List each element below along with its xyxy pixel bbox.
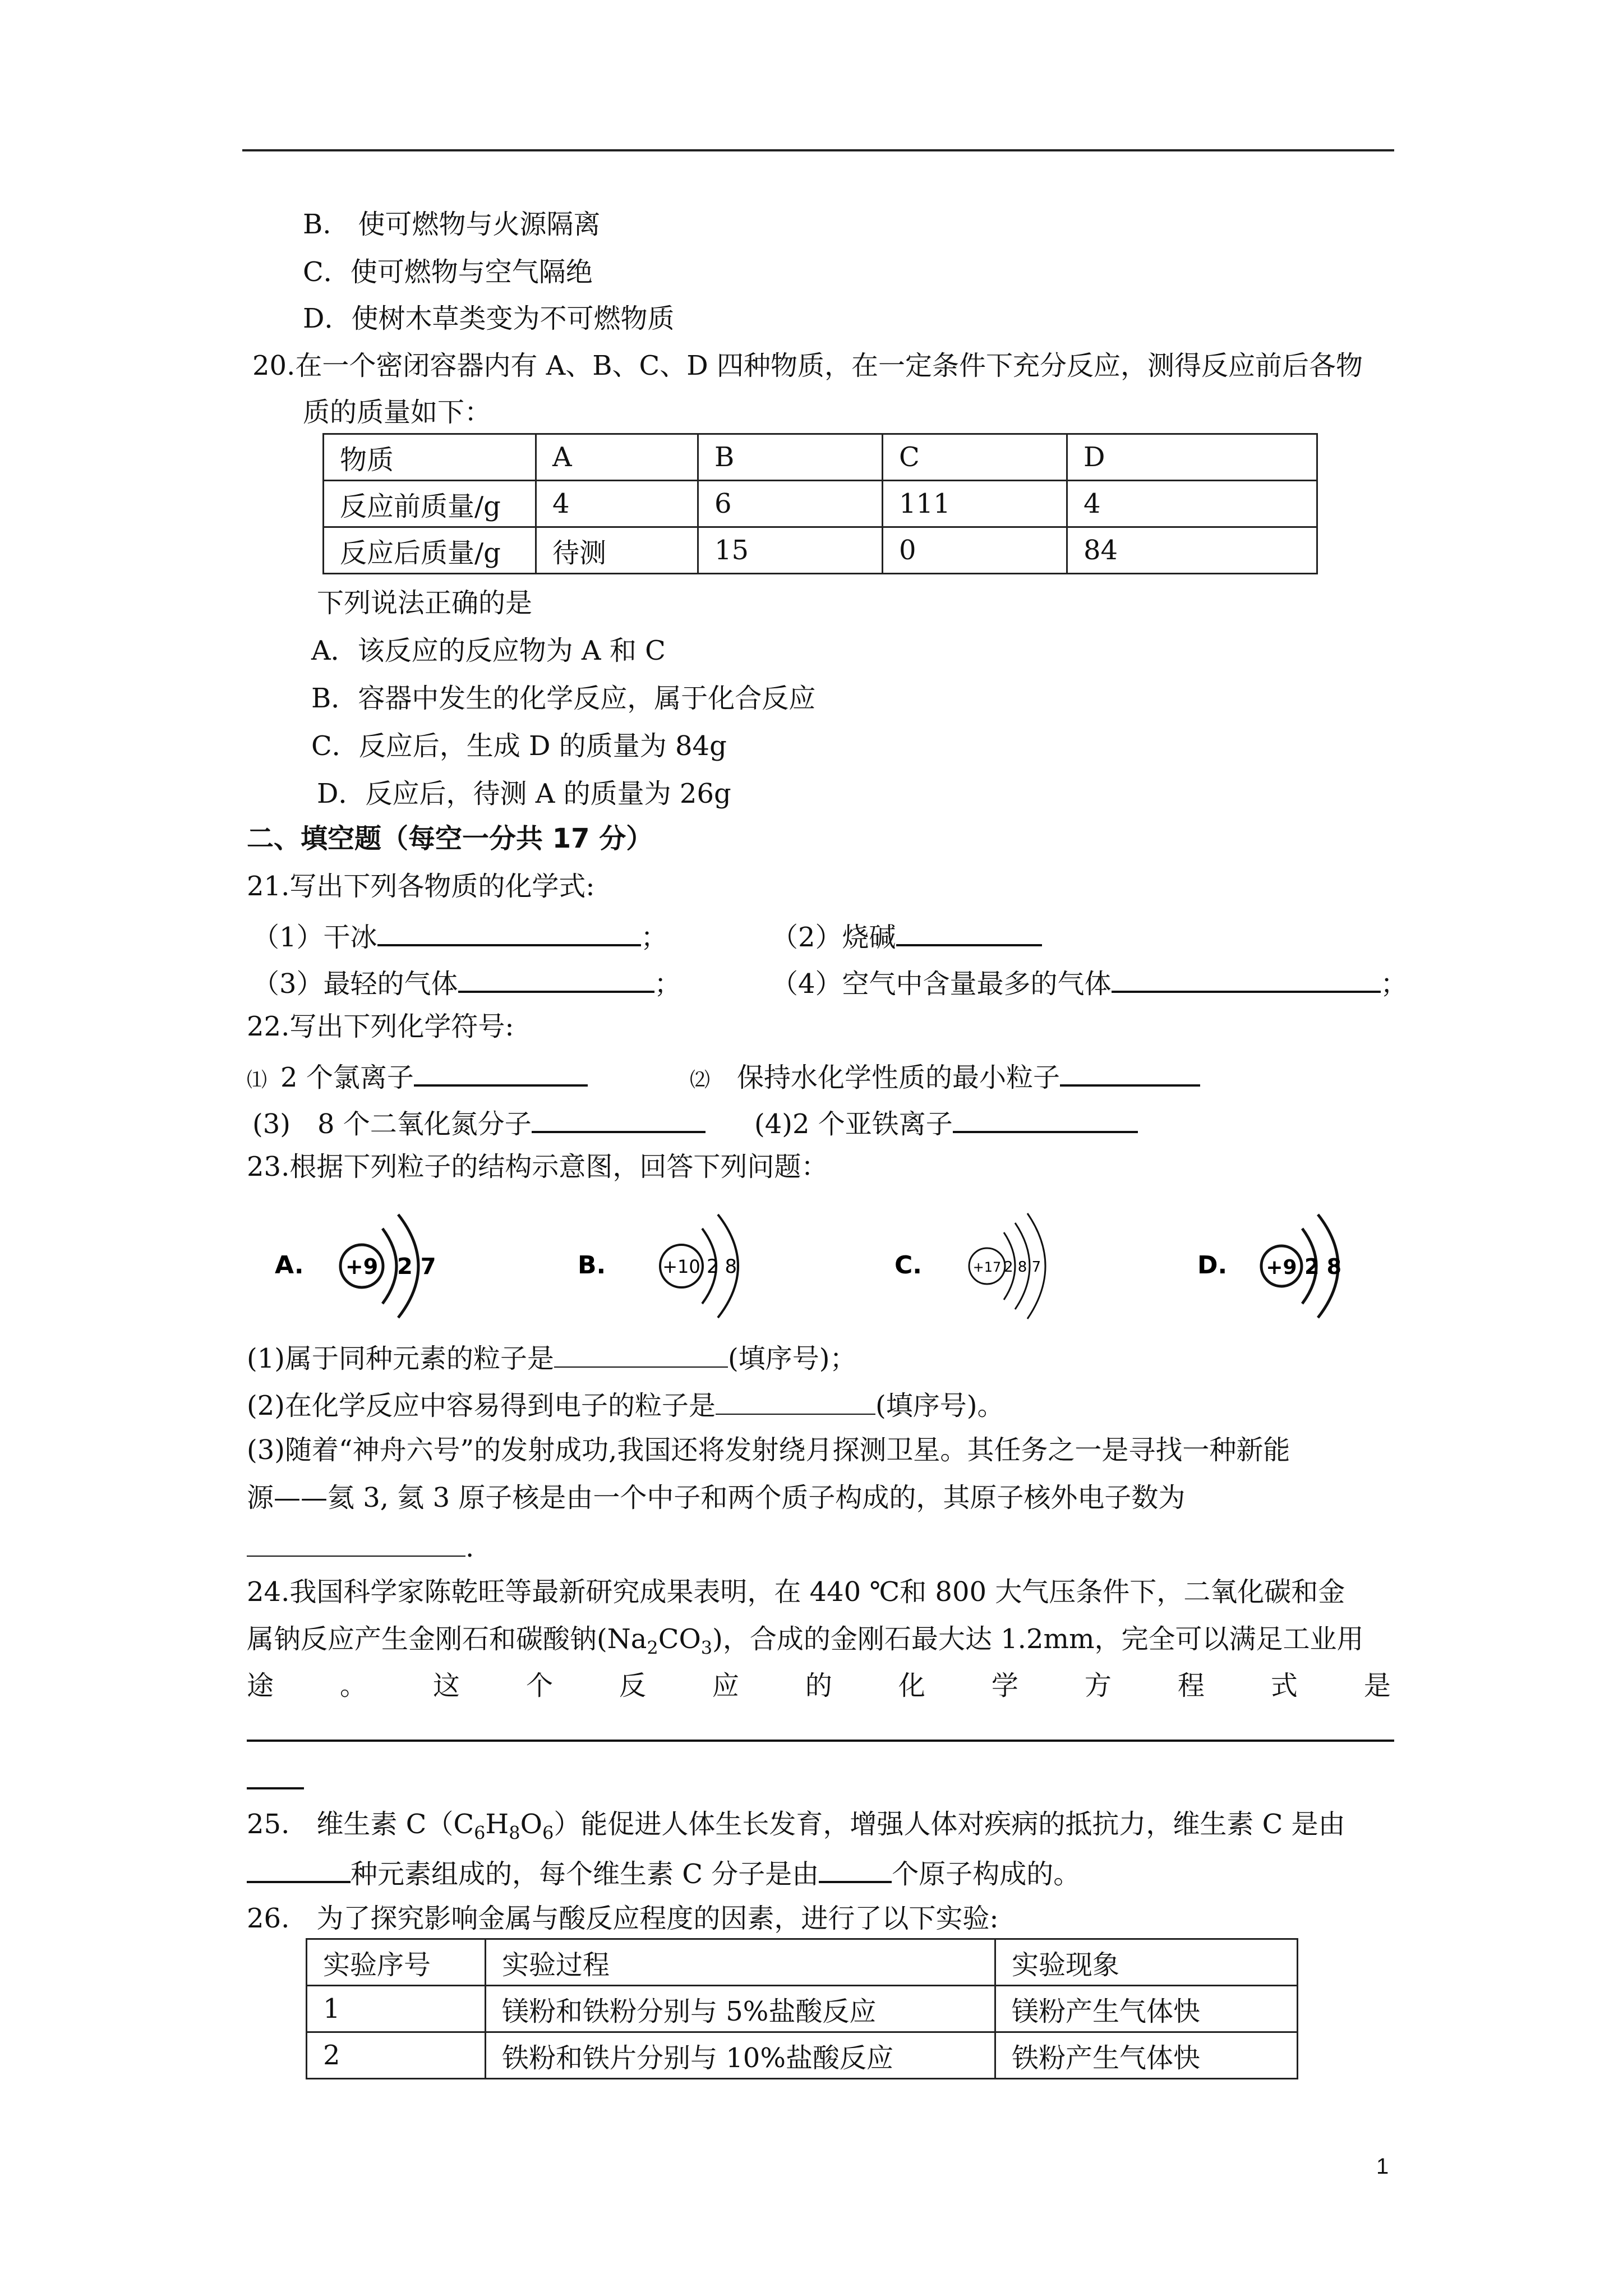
punctuation: . xyxy=(465,1532,474,1563)
punctuation: ； xyxy=(640,922,668,953)
diagram-label: A. xyxy=(275,1251,304,1280)
q23-part-2-text: (2)在化学反应中容易得到电子的粒子是 xyxy=(247,1390,716,1421)
item-number: ⑴ xyxy=(247,1069,268,1092)
q21-item-1 xyxy=(252,917,668,954)
table-cell: 0 xyxy=(883,527,1067,574)
q21-item-1-label: （1）干冰 xyxy=(252,922,377,953)
char: 个 xyxy=(525,1670,553,1701)
char: 途 xyxy=(247,1670,274,1701)
table-cell: 84 xyxy=(1067,527,1317,574)
char: 是 xyxy=(1363,1670,1391,1701)
text: 个原子构成的。 xyxy=(892,1858,1081,1890)
diagram-label: B. xyxy=(578,1251,606,1280)
q23-part-2 xyxy=(247,1387,1004,1423)
q22-item-4-label: (4)2 个亚铁离子 xyxy=(754,1108,953,1140)
q22-item-2-label: 保持水化学性质的最小粒子 xyxy=(737,1062,1061,1093)
q20-option-b: B．容器中发生的化学反应，属于化合反应 xyxy=(311,683,816,714)
table-row xyxy=(307,2032,1298,2079)
diagram-d xyxy=(1197,1214,1341,1318)
table-cell: 15 xyxy=(698,527,883,574)
q22-stem: 22.写出下列化学符号: xyxy=(247,1011,514,1042)
q23-part-3-answer xyxy=(247,1529,474,1565)
table-cell: 镁粉产生气体快 xyxy=(995,1986,1298,2032)
answer-blank[interactable] xyxy=(247,1529,465,1557)
q19-option-c: C．使可燃物与空气隔绝 xyxy=(303,256,593,288)
table-cell: B xyxy=(698,434,883,481)
text: O xyxy=(520,1809,542,1840)
table-cell: 4 xyxy=(1067,481,1317,527)
q25-line1 xyxy=(247,1807,1345,1850)
q20-question: 下列说法正确的是 xyxy=(317,587,533,619)
table-row xyxy=(324,527,1317,574)
char: 应 xyxy=(712,1670,739,1701)
nucleus-charge: +9 xyxy=(1266,1256,1297,1279)
shell-electrons: 2 8 xyxy=(1304,1254,1342,1279)
q20-option-d: D．反应后，待测 A 的质量为 26g xyxy=(317,778,731,809)
q21-item-3-label: （3）最轻的气体 xyxy=(252,968,458,1000)
q21-item-3 xyxy=(252,964,681,1001)
table-cell: 1 xyxy=(307,1986,486,2032)
char: 。 xyxy=(339,1670,367,1701)
q22-item-3 xyxy=(252,1104,706,1141)
table-cell: 111 xyxy=(883,481,1067,527)
diagram-b xyxy=(578,1214,738,1318)
answer-blank[interactable] xyxy=(247,1854,351,1883)
diagram-a xyxy=(275,1214,436,1318)
q22-item-2 xyxy=(690,1057,1200,1097)
shell-electrons: 2 8 7 xyxy=(1004,1259,1041,1276)
q23-part-1 xyxy=(247,1340,856,1375)
char: 方 xyxy=(1084,1670,1112,1701)
q24-line2 xyxy=(247,1622,1364,1665)
table-cell: 2 xyxy=(307,2032,486,2079)
table-cell: 铁粉产生气体快 xyxy=(995,2032,1298,2079)
q22-item-4 xyxy=(754,1104,1138,1141)
table-cell: C xyxy=(883,434,1067,481)
answer-blank[interactable] xyxy=(458,964,654,993)
punctuation: ； xyxy=(1380,968,1408,1000)
q21-stem: 21.写出下列各物质的化学式: xyxy=(247,871,595,902)
section-2-title: 二、填空题（每空一分共 17 分） xyxy=(247,823,653,854)
table-cell: 反应后质量/g xyxy=(324,527,536,574)
table-cell: 铁粉和铁片分别与 10%盐酸反应 xyxy=(486,2032,995,2079)
text: 属钠反应产生金刚石和碳酸钠(Na xyxy=(247,1623,647,1655)
table-row xyxy=(307,1939,1298,1986)
q22-item-1 xyxy=(247,1057,588,1097)
q22-item-1-label: 2 个氯离子 xyxy=(280,1062,414,1093)
text: )，合成的金刚石最大达 1.2mm，完全可以满足工业用 xyxy=(712,1623,1364,1655)
table-cell: 物质 xyxy=(324,434,536,481)
table-cell: 实验现象 xyxy=(995,1939,1298,1986)
q21-item-2 xyxy=(771,917,1042,954)
table-cell: 6 xyxy=(698,481,883,527)
q25-line2 xyxy=(247,1854,1080,1891)
q21-item-4-label: （4）空气中含量最多的气体 xyxy=(771,968,1112,1000)
q20-stem-line1: 20.在一个密闭容器内有 A、B、C、D 四种物质，在一定条件下充分反应，测得反应前后各物 xyxy=(252,350,1363,381)
header-rule xyxy=(242,149,1394,151)
char: 反 xyxy=(619,1670,646,1701)
nucleus-charge: +10 xyxy=(662,1256,700,1277)
text: ）能促进人体生长发育，增强人体对疾病的抵抗力，维生素 C 是由 xyxy=(554,1809,1345,1840)
q23-part-1-text: (1)属于同种元素的粒子是 xyxy=(247,1343,554,1374)
q23-part-2-suffix: (填序号)。 xyxy=(875,1390,1004,1421)
nucleus-charge: +9 xyxy=(345,1254,379,1279)
q21-item-2-label: （2）烧碱 xyxy=(771,922,896,953)
q26-stem: 26. 为了探究影响金属与酸反应程度的因素，进行了以下实验: xyxy=(247,1903,999,1934)
subscript: 6 xyxy=(474,1822,486,1844)
char: 的 xyxy=(805,1670,832,1701)
answer-blank[interactable] xyxy=(532,1104,706,1133)
answer-blank[interactable] xyxy=(554,1340,728,1368)
q26-experiment-table xyxy=(306,1938,1298,2079)
answer-blank[interactable] xyxy=(716,1387,875,1415)
shell-electrons: 2 8 xyxy=(707,1255,737,1278)
table-cell: A xyxy=(536,434,698,481)
answer-blank[interactable] xyxy=(953,1104,1138,1133)
text: CO xyxy=(658,1623,701,1655)
diagram-label: D. xyxy=(1197,1251,1228,1280)
char: 式 xyxy=(1270,1670,1298,1701)
q23-stem: 23.根据下列粒子的结构示意图，回答下列问题： xyxy=(247,1151,828,1182)
subscript: 2 xyxy=(647,1637,658,1659)
atomic-structure-diagrams xyxy=(264,1198,1374,1332)
q20-option-a: A．该反应的反应物为 A 和 C xyxy=(311,635,666,666)
table-cell: 反应前质量/g xyxy=(324,481,536,527)
subscript: 3 xyxy=(700,1637,713,1659)
text: 25. 维生素 C（C xyxy=(247,1809,474,1840)
char: 化 xyxy=(898,1670,925,1701)
q20-mass-table xyxy=(322,433,1318,574)
q23-part-1-suffix: (填序号)； xyxy=(728,1343,857,1374)
q20-option-c: C．反应后，生成 D 的质量为 84g xyxy=(311,730,727,762)
shell-electrons: 2 7 xyxy=(397,1254,436,1280)
table-cell: 镁粉和铁粉分别与 5%盐酸反应 xyxy=(486,1986,995,2032)
q19-option-b: B. 使可燃物与火源隔离 xyxy=(303,209,601,240)
answer-blank[interactable] xyxy=(414,1057,588,1087)
punctuation: ； xyxy=(654,968,681,1000)
table-row xyxy=(324,481,1317,527)
answer-line[interactable] xyxy=(247,1740,1394,1742)
char: 学 xyxy=(991,1670,1018,1701)
table-cell: 实验过程 xyxy=(486,1939,995,1986)
q19-option-d: D．使树木草类变为不可燃物质 xyxy=(303,303,675,334)
table-row xyxy=(324,434,1317,481)
table-cell: 实验序号 xyxy=(307,1939,486,1986)
q24-line1: 24.我国科学家陈乾旺等最新研究成果表明，在 440 ℃和 800 大气压条件下，二氧化碳和金 xyxy=(247,1576,1345,1608)
text: H xyxy=(485,1809,509,1840)
subscript: 6 xyxy=(542,1822,554,1844)
q21-item-4 xyxy=(771,964,1408,1001)
char: 程 xyxy=(1177,1670,1205,1701)
table-cell: 待测 xyxy=(536,527,698,574)
table-cell: 4 xyxy=(536,481,698,527)
electron-shell-arc xyxy=(382,1228,396,1304)
page-number: 1 xyxy=(1376,2154,1389,2179)
q24-line3 xyxy=(247,1669,1391,1703)
char: 这 xyxy=(432,1670,460,1701)
nucleus-charge: +17 xyxy=(972,1259,1002,1275)
q23-part-3-line2: 源——氦 3, 氦 3 原子核是由一个中子和两个质子构成的，其原子核外电子数为 xyxy=(247,1482,1186,1513)
item-number: ⑵ xyxy=(690,1069,711,1092)
answer-blank[interactable] xyxy=(1060,1057,1200,1087)
table-cell: D xyxy=(1067,434,1317,481)
q22-item-3-label: (3) 8 个二氧化氮分子 xyxy=(252,1108,532,1140)
answer-blank[interactable] xyxy=(1112,964,1381,993)
q20-stem-line2: 质的质量如下： xyxy=(303,397,492,428)
table-row xyxy=(307,1986,1298,2032)
diagram-label: C. xyxy=(895,1251,923,1280)
q23-part-3-line1: (3)随着“神舟六号”的发射成功,我国还将发射绕月探测卫星。其任务之一是寻找一种新能 xyxy=(247,1434,1290,1466)
answer-blank[interactable] xyxy=(377,917,641,946)
diagram-c xyxy=(895,1213,1045,1319)
text: 种元素组成的，每个维生素 C 分子是由 xyxy=(351,1858,819,1890)
answer-blank[interactable] xyxy=(819,1854,892,1883)
subscript: 8 xyxy=(509,1822,520,1844)
answer-blank[interactable] xyxy=(896,917,1042,946)
answer-line[interactable] xyxy=(247,1787,304,1789)
